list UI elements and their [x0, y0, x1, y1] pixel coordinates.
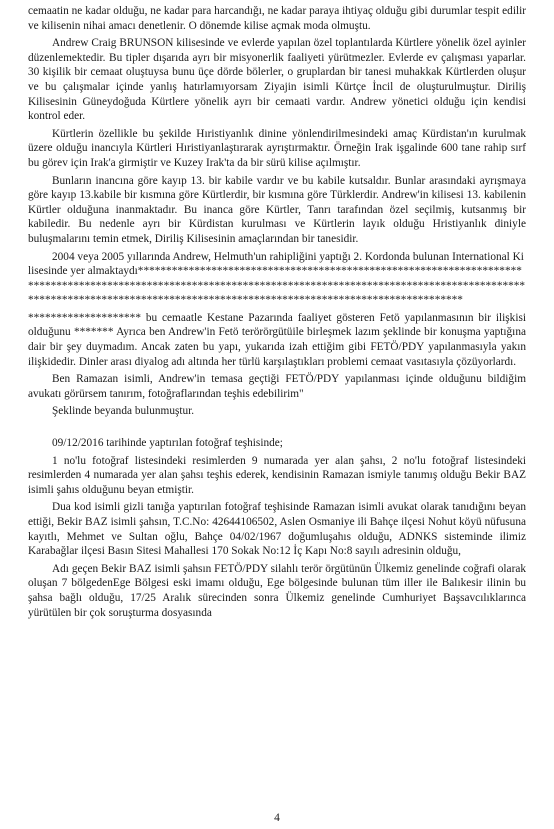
paragraph-cemaat-intro: cemaatin ne kadar olduğu, ne kadar para harcandığı, ne kadar paraya ihtiyaç olduğu gibi durumlar tespit edilir ve kilisenin nihai amacı denetlenir. O dönemde kilise açmak moda olmuştu. [28, 5, 526, 32]
paragraph-feto-relation: ******************** bu cemaatle Kestane Pazarında faaliyet gösteren Fetö yapılanmasının bir ilişkisi olduğunu ******* Ayrıca ben Andrew'in Fetö terörörgütüile birleşmek lazım şeklinde bir konuşma yaptığına dair bir şey duymadım. Ancak zaten bu yapı, yukarıda izah ettiğim gibi FETÖ/PDY yapılanmasıyla yakın ilişkidedir. Dinler arası diyalog adı altında her türlü karşılaştıkları problemi cemaat vasıtasıyla çözüyorlardı. [28, 311, 526, 368]
paragraph-13th-tribe: Bunların inancına göre kayıp 13. bir kabile vardır ve bu kabile kutsaldır. Bunlar arasındaki ayrışmaya göre kayıp 13.kabile bir kısmına göre Kürtlerdir, bir kısmına göre Türklerdir. Andrew'in kilisesi 13. kabilenin Kürtler olduğuna inanmaktadır. Bu inanca göre Kürtler, Tanrı tarafından özel seçilmiş, kutsanmış bir kabiledir. Bu nedenle ayrı bir Kürdistan kurulması ve Kürtlerin layık olduğu Hristiyanlık diniyle buluşmalarını temin etmek, Diriliş Kilisesinin amaçlarından bir tanesidir. [28, 174, 526, 245]
paragraph-brunson-meetings: Andrew Craig BRUNSON kilisesinde ve evlerde yapılan özel toplantılarda Kürtlere yönelik özel ayinler düzenlemektedir. Bu tipler dışarıda ayrı bir misyonerlik faaliyeti yürütmezler. Evlerde ev çalışması yaparlar. 30 kişilik bir cemaat oluştuysa bunu üçe dörde bölerler, o gruplardan bir tanesi muhakkak Kürtlerden oluşur ve bu çalışmalar içinde yanlış hatırlamıyorsam Ziyajin isimli Kürtçe İncil de oluşturulmuştur. Diriliş Kilisesinin Güneydoğuda Kürtlere yönelik ayrı bir cemaati vardır. Andrew yönetici olduğu için kendisi kontrol eder. [28, 37, 526, 123]
section-gap [28, 422, 526, 436]
paragraph-statement-closing: Şeklinde beyanda bulunmuştur. [52, 405, 195, 418]
paragraph-photo-lists: 1 no'lu fotoğraf listesindeki resimlerden 9 numarada yer alan şahsı, 2 no'lu fotoğraf listesindeki resimlerden 4 numarada yer alan şahsı teşhis ederek, kendisinin Ramazan ismiyle tanımış olduğu Bekir BAZ isimli şahıs olduğunu beyan etmiştir. [28, 454, 526, 496]
paragraph-bekir-baz-role: Adı geçen Bekir BAZ isimli şahsın FETÖ/PDY silahlı terör örgütünün Ülkemiz genelinde coğrafi olarak oluşan 7 bölgedenEge Bölgesi eski imamı olduğu, Ege bölgesinde bulunan tüm iller ile Balıkesir ilinin bu şahsa bağlı olduğu, 17/25 Aralık sürecinden sonra Ülkemiz genelinde Cumhuriyet Başsavcılıklarınca yürütülen bir çok soruşturma dosyasında [28, 562, 526, 619]
paragraph-international-church: 2004 veya 2005 yıllarında Andrew, Helmuth'un rahipliğini yaptığı 2. Kordonda bulunan International Kilisesinde yer almaktaydı***************************************************************************************************************************************************************************************************************************************** [28, 250, 526, 307]
paragraph-ramazan-identify: Ben Ramazan isimli, Andrew'in temasa geçtiği FETÖ/PDY yapılanması içinde olduğunu bildiğim avukatı görürsem tanırım, fotoğraflarından teşhis edebilirim" [28, 373, 526, 400]
paragraph-kurdistan-aim: Kürtlerin özellikle bu şekilde Hıristiyanlık dinine yönlendirilmesindeki amaç Kürdistan'ın kurulmak üzere olduğu inancıyla Kürtleri Hıristiyanlaştırarak ayrıştırmaktır. Örneğin Irak işgalinde 600 tane rahip sırf bu görev için Irak'a girmiştir ve Kuzey Irak'ta da bir sürü kilise açılmıştır. [28, 127, 526, 169]
page-number: 4 [274, 812, 280, 824]
paragraph-photo-identification-date: 09/12/2016 tarihinde yaptırılan fotoğraf teşhisinde; [52, 437, 283, 450]
paragraph-witness-identity: Dua kod isimli gizli tanığa yaptırılan fotoğraf teşhisinde Ramazan isimli avukat olarak tanıdığını beyan ettiği, Bekir BAZ isimli şahsın, T.C.No: 42644106502, Aslen Osmaniye ili Bahçe ilçesi Nohut köyü nüfusuna kayıtlı, Mehmet ve Sultan oğlu, Bahçe 04/02/1967 doğumluşahıs olduğu, ADNKS sisteminde ilimiz Karabağlar ilçesi Basın Sitesi Mahallesi 170 Sokak No:12 İç Kapı No:8 sayılı adresinin olduğu, [28, 501, 526, 558]
